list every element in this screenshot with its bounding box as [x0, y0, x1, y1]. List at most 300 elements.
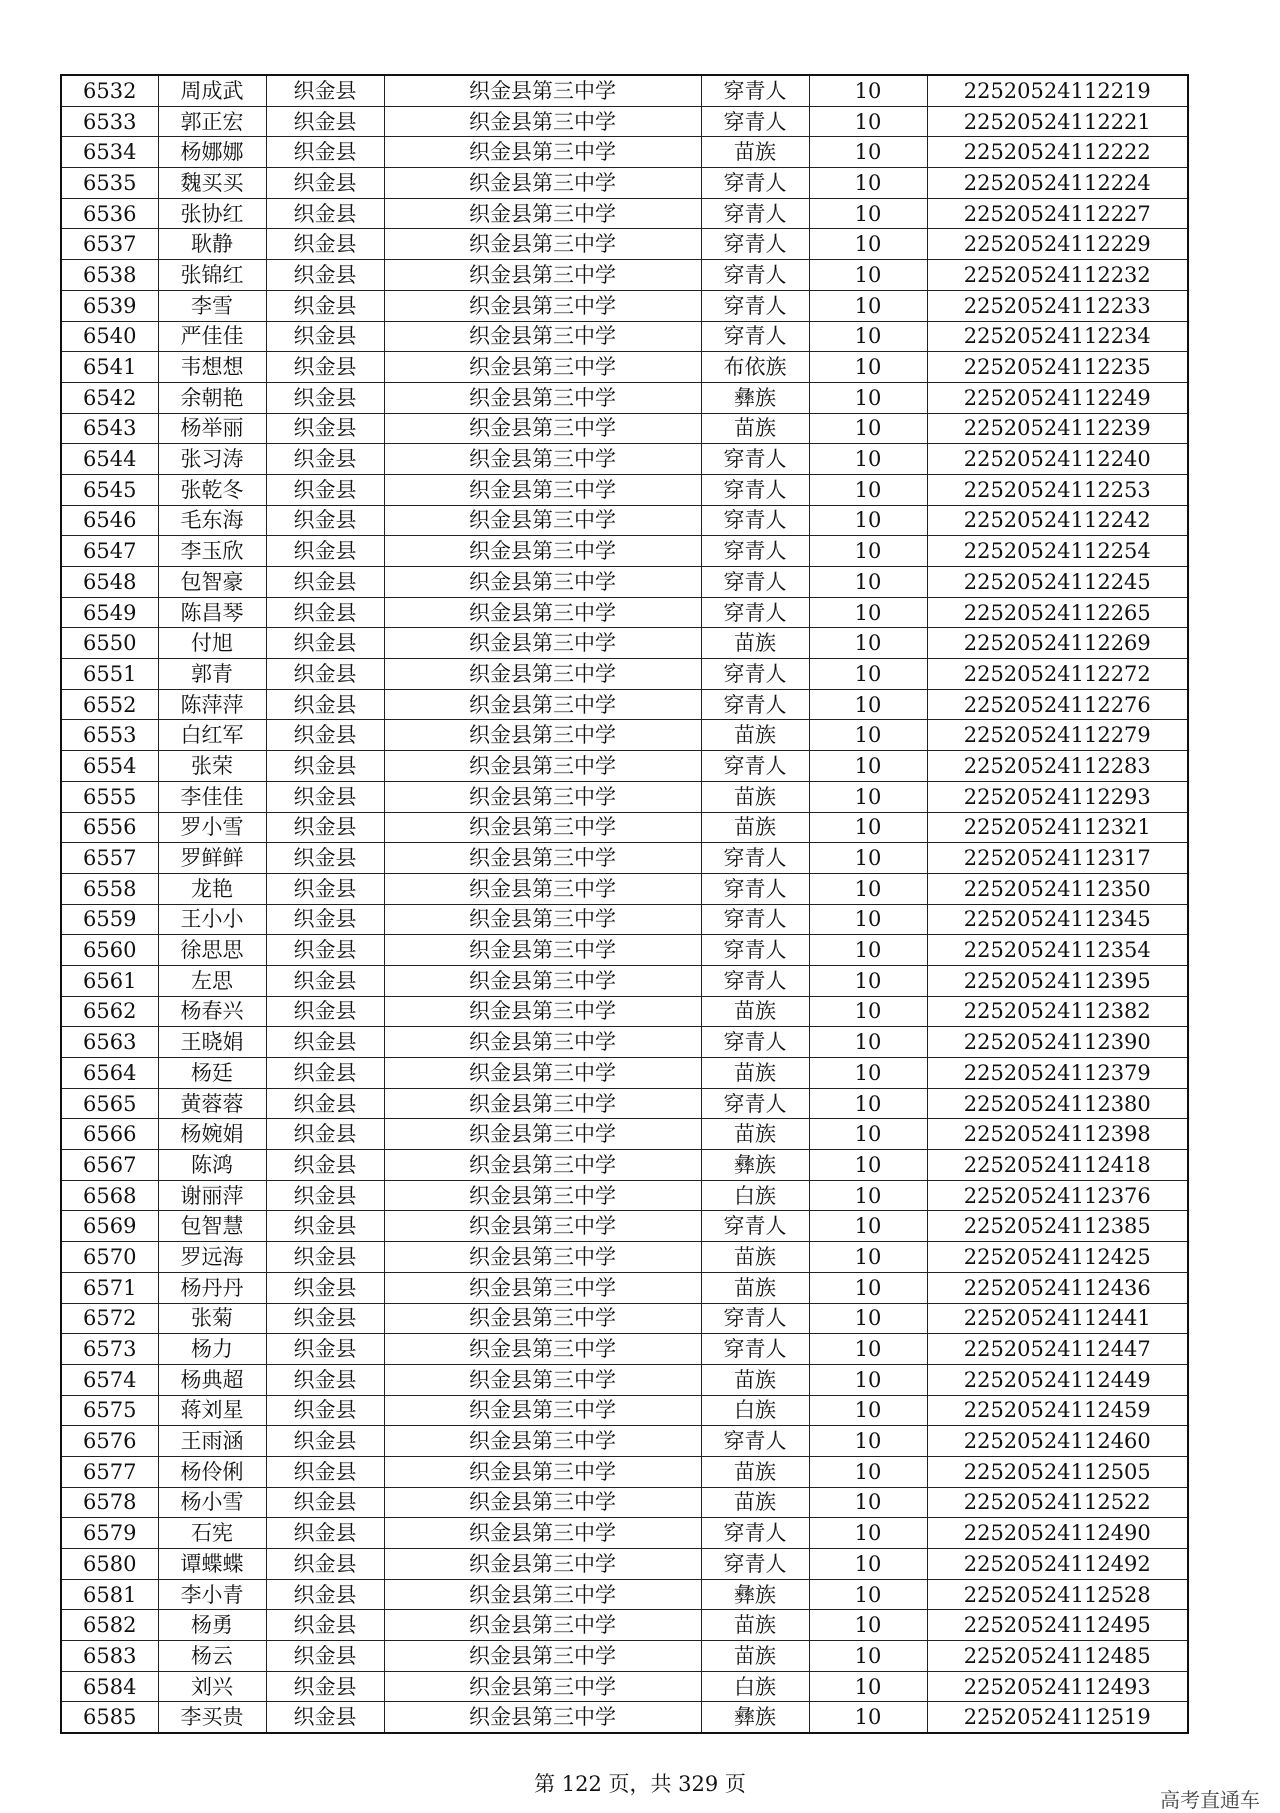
- table-row: [61, 474, 1188, 505]
- row-number-cell: 6568: [61, 1180, 158, 1211]
- ethnicity-cell: 苗族: [701, 1119, 809, 1150]
- table-row: [61, 321, 1188, 352]
- table-row: [61, 352, 1188, 383]
- exam-id-cell: 22520524112390: [927, 1027, 1188, 1058]
- exam-id-cell: 22520524112232: [927, 260, 1188, 291]
- row-number-cell: 6535: [61, 168, 158, 199]
- row-number-cell: 6578: [61, 1487, 158, 1518]
- table-row: [61, 567, 1188, 598]
- county-cell: 织金县: [266, 843, 384, 874]
- row-number-cell: 6551: [61, 659, 158, 690]
- table-row: [61, 168, 1188, 199]
- table-row: [61, 996, 1188, 1027]
- ethnicity-cell: 苗族: [701, 1456, 809, 1487]
- score-cell: 10: [809, 1303, 927, 1334]
- school-cell: 织金县第三中学: [384, 597, 701, 628]
- table-row: [61, 137, 1188, 168]
- county-cell: 织金县: [266, 137, 384, 168]
- ethnicity-cell: 布依族: [701, 352, 809, 383]
- county-cell: 织金县: [266, 1549, 384, 1580]
- name-cell: 杨廷: [158, 1058, 266, 1089]
- row-number-cell: 6545: [61, 474, 158, 505]
- score-cell: 10: [809, 1456, 927, 1487]
- name-cell: 付旭: [158, 628, 266, 659]
- table-row: [61, 75, 1188, 106]
- table-row: [61, 597, 1188, 628]
- name-cell: 杨云: [158, 1641, 266, 1672]
- score-cell: 10: [809, 996, 927, 1027]
- name-cell: 石宪: [158, 1518, 266, 1549]
- table-row: [61, 260, 1188, 291]
- ethnicity-cell: 穿青人: [701, 567, 809, 598]
- county-cell: 织金县: [266, 597, 384, 628]
- school-cell: 织金县第三中学: [384, 1334, 701, 1365]
- county-cell: 织金县: [266, 75, 384, 106]
- score-cell: 10: [809, 965, 927, 996]
- exam-id-cell: 22520524112222: [927, 137, 1188, 168]
- score-cell: 10: [809, 168, 927, 199]
- table-row: [61, 1180, 1188, 1211]
- table-row: [61, 689, 1188, 720]
- ethnicity-cell: 苗族: [701, 1364, 809, 1395]
- table-row: [61, 812, 1188, 843]
- exam-id-cell: 22520524112317: [927, 843, 1188, 874]
- row-number-cell: 6556: [61, 812, 158, 843]
- exam-id-cell: 22520524112418: [927, 1150, 1188, 1181]
- table-row: [61, 505, 1188, 536]
- county-cell: 织金县: [266, 198, 384, 229]
- ethnicity-cell: 穿青人: [701, 1426, 809, 1457]
- score-cell: 10: [809, 1641, 927, 1672]
- name-cell: 韦想想: [158, 352, 266, 383]
- county-cell: 织金县: [266, 1027, 384, 1058]
- ethnicity-cell: 穿青人: [701, 1518, 809, 1549]
- school-cell: 织金县第三中学: [384, 873, 701, 904]
- row-number-cell: 6543: [61, 413, 158, 444]
- exam-id-cell: 22520524112350: [927, 873, 1188, 904]
- school-cell: 织金县第三中学: [384, 1211, 701, 1242]
- name-cell: 张锦红: [158, 260, 266, 291]
- row-number-cell: 6534: [61, 137, 158, 168]
- name-cell: 张习涛: [158, 444, 266, 475]
- school-cell: 织金县第三中学: [384, 290, 701, 321]
- row-number-cell: 6576: [61, 1426, 158, 1457]
- row-number-cell: 6564: [61, 1058, 158, 1089]
- row-number-cell: 6557: [61, 843, 158, 874]
- ethnicity-cell: 苗族: [701, 720, 809, 751]
- county-cell: 织金县: [266, 689, 384, 720]
- ethnicity-cell: 穿青人: [701, 935, 809, 966]
- county-cell: 织金县: [266, 1610, 384, 1641]
- row-number-cell: 6563: [61, 1027, 158, 1058]
- school-cell: 织金县第三中学: [384, 321, 701, 352]
- school-cell: 织金县第三中学: [384, 812, 701, 843]
- score-cell: 10: [809, 1211, 927, 1242]
- score-cell: 10: [809, 628, 927, 659]
- county-cell: 织金县: [266, 444, 384, 475]
- table-row: [61, 1088, 1188, 1119]
- name-cell: 徐思思: [158, 935, 266, 966]
- ethnicity-cell: 白族: [701, 1395, 809, 1426]
- name-cell: 杨勇: [158, 1610, 266, 1641]
- score-cell: 10: [809, 1549, 927, 1580]
- score-cell: 10: [809, 751, 927, 782]
- county-cell: 织金县: [266, 229, 384, 260]
- ethnicity-cell: 穿青人: [701, 873, 809, 904]
- name-cell: 刘兴: [158, 1671, 266, 1702]
- table-row: [61, 1272, 1188, 1303]
- ethnicity-cell: 穿青人: [701, 229, 809, 260]
- county-cell: 织金县: [266, 168, 384, 199]
- row-number-cell: 6565: [61, 1088, 158, 1119]
- score-cell: 10: [809, 1180, 927, 1211]
- row-number-cell: 6585: [61, 1702, 158, 1733]
- school-cell: 织金县第三中学: [384, 965, 701, 996]
- county-cell: 织金县: [266, 1119, 384, 1150]
- exam-id-cell: 22520524112425: [927, 1242, 1188, 1273]
- ethnicity-cell: 苗族: [701, 628, 809, 659]
- exam-id-cell: 22520524112224: [927, 168, 1188, 199]
- score-cell: 10: [809, 720, 927, 751]
- score-cell: 10: [809, 1058, 927, 1089]
- score-cell: 10: [809, 1579, 927, 1610]
- school-cell: 织金县第三中学: [384, 413, 701, 444]
- county-cell: 织金县: [266, 628, 384, 659]
- name-cell: 杨典超: [158, 1364, 266, 1395]
- school-cell: 织金县第三中学: [384, 75, 701, 106]
- name-cell: 左思: [158, 965, 266, 996]
- row-number-cell: 6570: [61, 1242, 158, 1273]
- name-cell: 毛东海: [158, 505, 266, 536]
- table-row: [61, 965, 1188, 996]
- exam-id-cell: 22520524112449: [927, 1364, 1188, 1395]
- score-cell: 10: [809, 843, 927, 874]
- row-number-cell: 6548: [61, 567, 158, 598]
- table-row: [61, 1303, 1188, 1334]
- ethnicity-cell: 穿青人: [701, 536, 809, 567]
- school-cell: 织金县第三中学: [384, 996, 701, 1027]
- row-number-cell: 6544: [61, 444, 158, 475]
- row-number-cell: 6572: [61, 1303, 158, 1334]
- county-cell: 织金县: [266, 1671, 384, 1702]
- county-cell: 织金县: [266, 1334, 384, 1365]
- county-cell: 织金县: [266, 659, 384, 690]
- score-cell: 10: [809, 536, 927, 567]
- name-cell: 魏买买: [158, 168, 266, 199]
- ethnicity-cell: 彝族: [701, 1579, 809, 1610]
- school-cell: 织金县第三中学: [384, 1549, 701, 1580]
- county-cell: 织金县: [266, 1579, 384, 1610]
- row-number-cell: 6539: [61, 290, 158, 321]
- row-number-cell: 6542: [61, 382, 158, 413]
- score-cell: 10: [809, 781, 927, 812]
- row-number-cell: 6562: [61, 996, 158, 1027]
- row-number-cell: 6579: [61, 1518, 158, 1549]
- row-number-cell: 6580: [61, 1549, 158, 1580]
- table-row: [61, 1579, 1188, 1610]
- table-row: [61, 1334, 1188, 1365]
- county-cell: 织金县: [266, 1180, 384, 1211]
- county-cell: 织金县: [266, 781, 384, 812]
- exam-id-cell: 22520524112495: [927, 1610, 1188, 1641]
- county-cell: 织金县: [266, 1058, 384, 1089]
- name-cell: 李小青: [158, 1579, 266, 1610]
- ethnicity-cell: 苗族: [701, 1242, 809, 1273]
- name-cell: 张协红: [158, 198, 266, 229]
- row-number-cell: 6546: [61, 505, 158, 536]
- exam-id-cell: 22520524112459: [927, 1395, 1188, 1426]
- table-row: [61, 1702, 1188, 1733]
- score-cell: 10: [809, 1702, 927, 1733]
- row-number-cell: 6533: [61, 106, 158, 137]
- exam-id-cell: 22520524112253: [927, 474, 1188, 505]
- school-cell: 织金县第三中学: [384, 1058, 701, 1089]
- exam-id-cell: 22520524112283: [927, 751, 1188, 782]
- ethnicity-cell: 穿青人: [701, 444, 809, 475]
- table-row: [61, 904, 1188, 935]
- ethnicity-cell: 穿青人: [701, 1027, 809, 1058]
- exam-id-cell: 22520524112249: [927, 382, 1188, 413]
- score-cell: 10: [809, 505, 927, 536]
- school-cell: 织金县第三中学: [384, 720, 701, 751]
- score-cell: 10: [809, 1027, 927, 1058]
- county-cell: 织金县: [266, 873, 384, 904]
- exam-id-cell: 22520524112379: [927, 1058, 1188, 1089]
- school-cell: 织金县第三中学: [384, 168, 701, 199]
- table-row: [61, 843, 1188, 874]
- exam-id-cell: 22520524112221: [927, 106, 1188, 137]
- county-cell: 织金县: [266, 904, 384, 935]
- exam-id-cell: 22520524112242: [927, 505, 1188, 536]
- school-cell: 织金县第三中学: [384, 444, 701, 475]
- school-cell: 织金县第三中学: [384, 536, 701, 567]
- name-cell: 李雪: [158, 290, 266, 321]
- name-cell: 黄蓉蓉: [158, 1088, 266, 1119]
- exam-id-cell: 22520524112345: [927, 904, 1188, 935]
- school-cell: 织金县第三中学: [384, 505, 701, 536]
- county-cell: 织金县: [266, 996, 384, 1027]
- score-cell: 10: [809, 873, 927, 904]
- name-cell: 严佳佳: [158, 321, 266, 352]
- exam-id-cell: 22520524112254: [927, 536, 1188, 567]
- row-number-cell: 6571: [61, 1272, 158, 1303]
- score-cell: 10: [809, 1426, 927, 1457]
- ethnicity-cell: 穿青人: [701, 260, 809, 291]
- ethnicity-cell: 穿青人: [701, 965, 809, 996]
- exam-id-cell: 22520524112233: [927, 290, 1188, 321]
- exam-id-cell: 22520524112234: [927, 321, 1188, 352]
- score-cell: 10: [809, 444, 927, 475]
- name-cell: 杨丹丹: [158, 1272, 266, 1303]
- ethnicity-cell: 穿青人: [701, 474, 809, 505]
- score-cell: 10: [809, 567, 927, 598]
- name-cell: 李买贵: [158, 1702, 266, 1733]
- ethnicity-cell: 苗族: [701, 996, 809, 1027]
- exam-id-cell: 22520524112272: [927, 659, 1188, 690]
- ethnicity-cell: 穿青人: [701, 843, 809, 874]
- score-cell: 10: [809, 1518, 927, 1549]
- school-cell: 织金县第三中学: [384, 1579, 701, 1610]
- row-number-cell: 6561: [61, 965, 158, 996]
- county-cell: 织金县: [266, 1272, 384, 1303]
- ethnicity-cell: 白族: [701, 1180, 809, 1211]
- exam-id-cell: 22520524112436: [927, 1272, 1188, 1303]
- roster-table-body: [61, 75, 1188, 1733]
- county-cell: 织金县: [266, 106, 384, 137]
- table-row: [61, 536, 1188, 567]
- school-cell: 织金县第三中学: [384, 1456, 701, 1487]
- table-row: [61, 1610, 1188, 1641]
- name-cell: 周成武: [158, 75, 266, 106]
- table-row: [61, 1518, 1188, 1549]
- ethnicity-cell: 彝族: [701, 1702, 809, 1733]
- row-number-cell: 6541: [61, 352, 158, 383]
- exam-id-cell: 22520524112522: [927, 1487, 1188, 1518]
- ethnicity-cell: 苗族: [701, 413, 809, 444]
- school-cell: 织金县第三中学: [384, 1303, 701, 1334]
- score-cell: 10: [809, 106, 927, 137]
- row-number-cell: 6581: [61, 1579, 158, 1610]
- table-row: [61, 873, 1188, 904]
- ethnicity-cell: 苗族: [701, 137, 809, 168]
- school-cell: 织金县第三中学: [384, 659, 701, 690]
- ethnicity-cell: 穿青人: [701, 321, 809, 352]
- school-cell: 织金县第三中学: [384, 1242, 701, 1273]
- row-number-cell: 6577: [61, 1456, 158, 1487]
- name-cell: 蒋刘星: [158, 1395, 266, 1426]
- name-cell: 余朝艳: [158, 382, 266, 413]
- score-cell: 10: [809, 137, 927, 168]
- ethnicity-cell: 穿青人: [701, 290, 809, 321]
- exam-id-cell: 22520524112382: [927, 996, 1188, 1027]
- school-cell: 织金县第三中学: [384, 935, 701, 966]
- exam-id-cell: 22520524112505: [927, 1456, 1188, 1487]
- name-cell: 包智豪: [158, 567, 266, 598]
- school-cell: 织金县第三中学: [384, 229, 701, 260]
- table-row: [61, 1242, 1188, 1273]
- ethnicity-cell: 穿青人: [701, 75, 809, 106]
- ethnicity-cell: 穿青人: [701, 1334, 809, 1365]
- name-cell: 郭正宏: [158, 106, 266, 137]
- exam-id-cell: 22520524112385: [927, 1211, 1188, 1242]
- ethnicity-cell: 苗族: [701, 1610, 809, 1641]
- county-cell: 织金县: [266, 1395, 384, 1426]
- county-cell: 织金县: [266, 720, 384, 751]
- row-number-cell: 6555: [61, 781, 158, 812]
- school-cell: 织金县第三中学: [384, 1180, 701, 1211]
- exam-id-cell: 22520524112460: [927, 1426, 1188, 1457]
- exam-id-cell: 22520524112441: [927, 1303, 1188, 1334]
- table-row: [61, 1426, 1188, 1457]
- name-cell: 王雨涵: [158, 1426, 266, 1457]
- name-cell: 郭青: [158, 659, 266, 690]
- page-number: 第 122 页，共 329 页: [534, 1772, 746, 1796]
- ethnicity-cell: 穿青人: [701, 597, 809, 628]
- exam-id-cell: 22520524112528: [927, 1579, 1188, 1610]
- exam-id-cell: 22520524112279: [927, 720, 1188, 751]
- county-cell: 织金县: [266, 965, 384, 996]
- table-row: [61, 751, 1188, 782]
- row-number-cell: 6573: [61, 1334, 158, 1365]
- row-number-cell: 6536: [61, 198, 158, 229]
- table-row: [61, 290, 1188, 321]
- name-cell: 张菊: [158, 1303, 266, 1334]
- table-row: [61, 198, 1188, 229]
- ethnicity-cell: 苗族: [701, 1487, 809, 1518]
- ethnicity-cell: 穿青人: [701, 659, 809, 690]
- county-cell: 织金县: [266, 505, 384, 536]
- row-number-cell: 6538: [61, 260, 158, 291]
- row-number-cell: 6550: [61, 628, 158, 659]
- score-cell: 10: [809, 413, 927, 444]
- name-cell: 杨婉娟: [158, 1119, 266, 1150]
- ethnicity-cell: 穿青人: [701, 689, 809, 720]
- name-cell: 罗鲜鲜: [158, 843, 266, 874]
- score-cell: 10: [809, 321, 927, 352]
- ethnicity-cell: 穿青人: [701, 198, 809, 229]
- school-cell: 织金县第三中学: [384, 1610, 701, 1641]
- name-cell: 杨小雪: [158, 1487, 266, 1518]
- school-cell: 织金县第三中学: [384, 1272, 701, 1303]
- score-cell: 10: [809, 474, 927, 505]
- row-number-cell: 6532: [61, 75, 158, 106]
- table-row: [61, 1456, 1188, 1487]
- school-cell: 织金县第三中学: [384, 567, 701, 598]
- county-cell: 织金县: [266, 1487, 384, 1518]
- school-cell: 织金县第三中学: [384, 106, 701, 137]
- ethnicity-cell: 彝族: [701, 1150, 809, 1181]
- score-cell: 10: [809, 260, 927, 291]
- name-cell: 白红军: [158, 720, 266, 751]
- name-cell: 谢丽萍: [158, 1180, 266, 1211]
- exam-id-cell: 22520524112229: [927, 229, 1188, 260]
- table-row: [61, 229, 1188, 260]
- table-row: [61, 720, 1188, 751]
- county-cell: 织金县: [266, 260, 384, 291]
- county-cell: 织金县: [266, 536, 384, 567]
- row-number-cell: 6567: [61, 1150, 158, 1181]
- name-cell: 罗小雪: [158, 812, 266, 843]
- ethnicity-cell: 穿青人: [701, 1303, 809, 1334]
- school-cell: 织金县第三中学: [384, 1119, 701, 1150]
- county-cell: 织金县: [266, 413, 384, 444]
- name-cell: 杨举丽: [158, 413, 266, 444]
- row-number-cell: 6569: [61, 1211, 158, 1242]
- score-cell: 10: [809, 935, 927, 966]
- ethnicity-cell: 穿青人: [701, 751, 809, 782]
- school-cell: 织金县第三中学: [384, 474, 701, 505]
- name-cell: 张荣: [158, 751, 266, 782]
- table-row: [61, 1549, 1188, 1580]
- score-cell: 10: [809, 1119, 927, 1150]
- exam-id-cell: 22520524112493: [927, 1671, 1188, 1702]
- school-cell: 织金县第三中学: [384, 781, 701, 812]
- table-row: [61, 935, 1188, 966]
- table-row: [61, 1058, 1188, 1089]
- exam-id-cell: 22520524112376: [927, 1180, 1188, 1211]
- county-cell: 织金县: [266, 1150, 384, 1181]
- name-cell: 杨娜娜: [158, 137, 266, 168]
- table-row: [61, 106, 1188, 137]
- table-row: [61, 413, 1188, 444]
- exam-id-cell: 22520524112354: [927, 935, 1188, 966]
- county-cell: 织金县: [266, 474, 384, 505]
- row-number-cell: 6537: [61, 229, 158, 260]
- score-cell: 10: [809, 689, 927, 720]
- ethnicity-cell: 穿青人: [701, 505, 809, 536]
- name-cell: 谭蝶蝶: [158, 1549, 266, 1580]
- exam-id-cell: 22520524112490: [927, 1518, 1188, 1549]
